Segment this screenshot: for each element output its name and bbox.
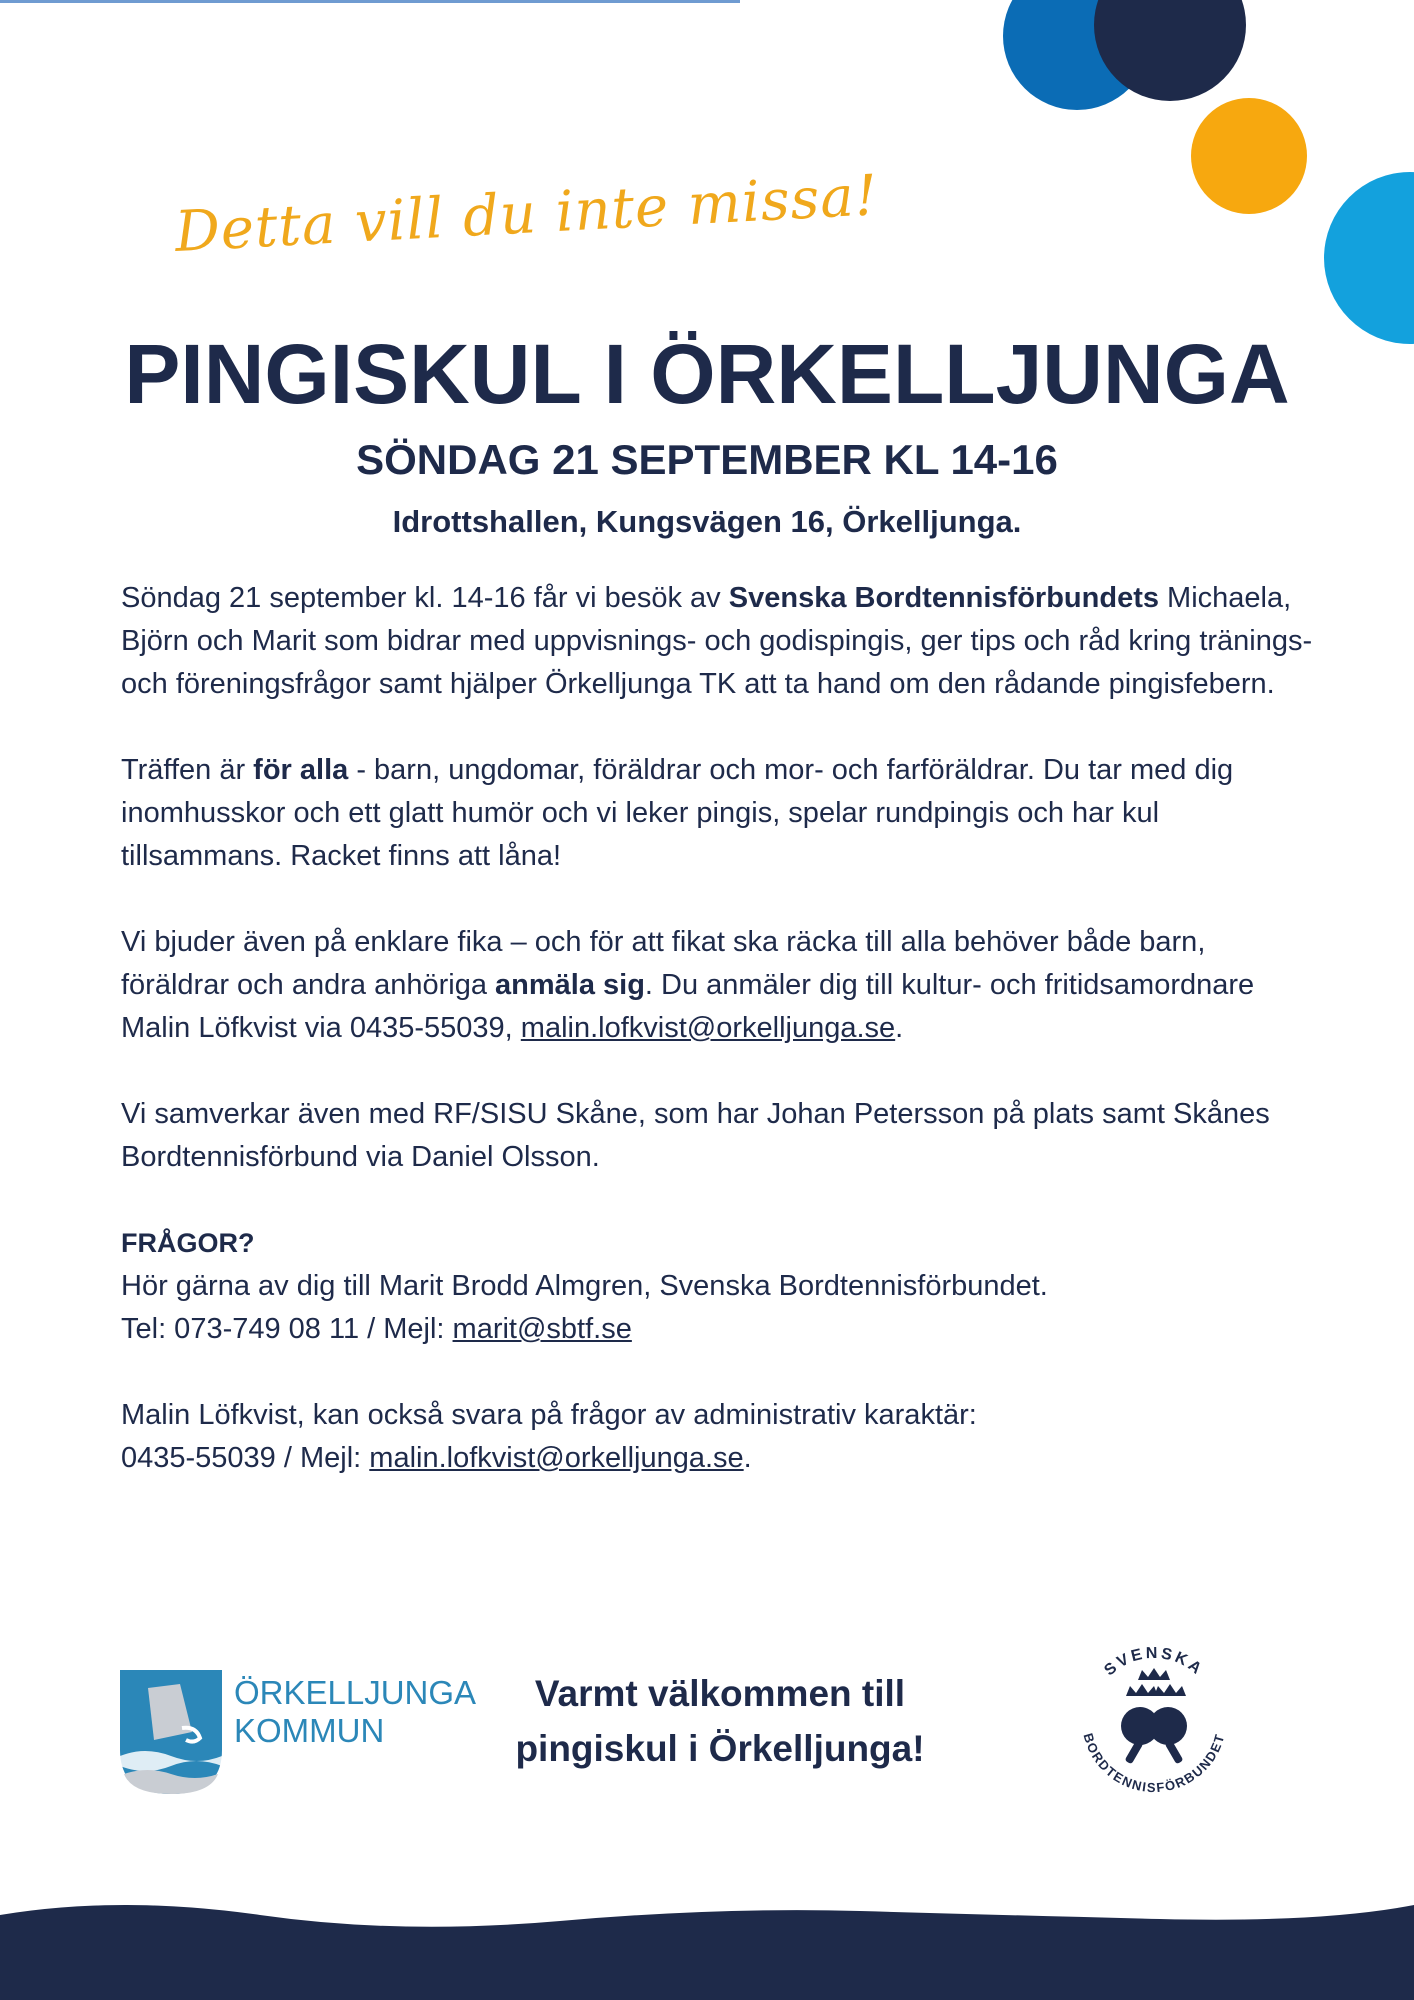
paragraph-registration: Vi bjuder även på enklare fika – och för att fikat ska räcka till alla behöver både barn, föräldrar och andra anhöriga anmäla sig. Du anmäler dig till kultur- och fritidsamordnare Malin Löfkvist via 0435-55039, malin.lofkvist@orkelljunga.se. [121, 926, 1255, 1044]
circle-yellow [1191, 98, 1307, 214]
orkelljunga-kommun-shield-icon [120, 1670, 222, 1794]
admin-block [121, 1394, 1321, 1480]
svg-text:BORDTENNISFÖRBUNDET: BORDTENNISFÖRBUNDET [1080, 1731, 1228, 1796]
body-text [121, 577, 1321, 1523]
sbtf-crowns-rackets-icon [1064, 1630, 1244, 1810]
email-link-marit[interactable]: marit@sbtf.se [452, 1313, 632, 1345]
questions-contact: Hör gärna av dig till Marit Brodd Almgren, Svenska Bordtennisförbundet. [121, 1270, 1048, 1302]
admin-tel: 0435-55039 / Mejl: malin.lofkvist@orkelljunga.se. [121, 1442, 752, 1474]
admin-contact: Malin Löfkvist, kan också svara på frågor av administrativ karaktär: [121, 1399, 977, 1431]
paragraph-for-all: Träffen är för alla - barn, ungdomar, föräldrar och mor- och farföräldrar. Du tar med dig inomhusskor och ett glatt humör och vi leker pingis, spelar rundpingis och har kul tillsammans. Racket finns att låna! [121, 754, 1234, 872]
tagline: Detta vill du inte missa! [173, 163, 880, 265]
questions-tel: Tel: 073-749 08 11 / Mejl: marit@sbtf.se [121, 1313, 632, 1345]
kommun-name: ÖRKELLJUNGA KOMMUN [234, 1674, 477, 1749]
circle-light-blue [1324, 172, 1414, 344]
svg-text:SVENSKA: SVENSKA [1101, 1644, 1207, 1680]
paragraph-intro: Söndag 21 september kl. 14-16 får vi besök av Svenska Bordtennisförbundets Michaela, Björn och Marit som bidrar med uppvisnings- och godispingis, ger tips och råd kring tränings- och föreningsfrågor samt hjälper Örkelljunga TK att ta hand om den rådande pingisfebern. [121, 582, 1313, 700]
event-date: SÖNDAG 21 SEPTEMBER KL 14-16 [356, 436, 1058, 483]
questions-heading: FRÅGOR? [121, 1228, 255, 1258]
page-title: PINGISKUL I ÖRKELLJUNGA [124, 327, 1290, 421]
footer-wave [0, 1895, 1414, 2000]
welcome-message: Varmt välkommen till pingiskul i Örkelljunga! [515, 1673, 925, 1769]
email-link-malin[interactable]: malin.lofkvist@orkelljunga.se [520, 1012, 896, 1044]
email-link-malin-admin[interactable]: malin.lofkvist@orkelljunga.se [369, 1442, 744, 1474]
paragraph-cooperation: Vi samverkar även med RF/SISU Skåne, som har Johan Petersson på plats samt Skånes Bordtennisförbund via Daniel Olsson. [121, 1098, 1270, 1173]
questions-block [121, 1222, 1321, 1351]
event-location: Idrottshallen, Kungsvägen 16, Örkelljunga. [392, 504, 1022, 539]
